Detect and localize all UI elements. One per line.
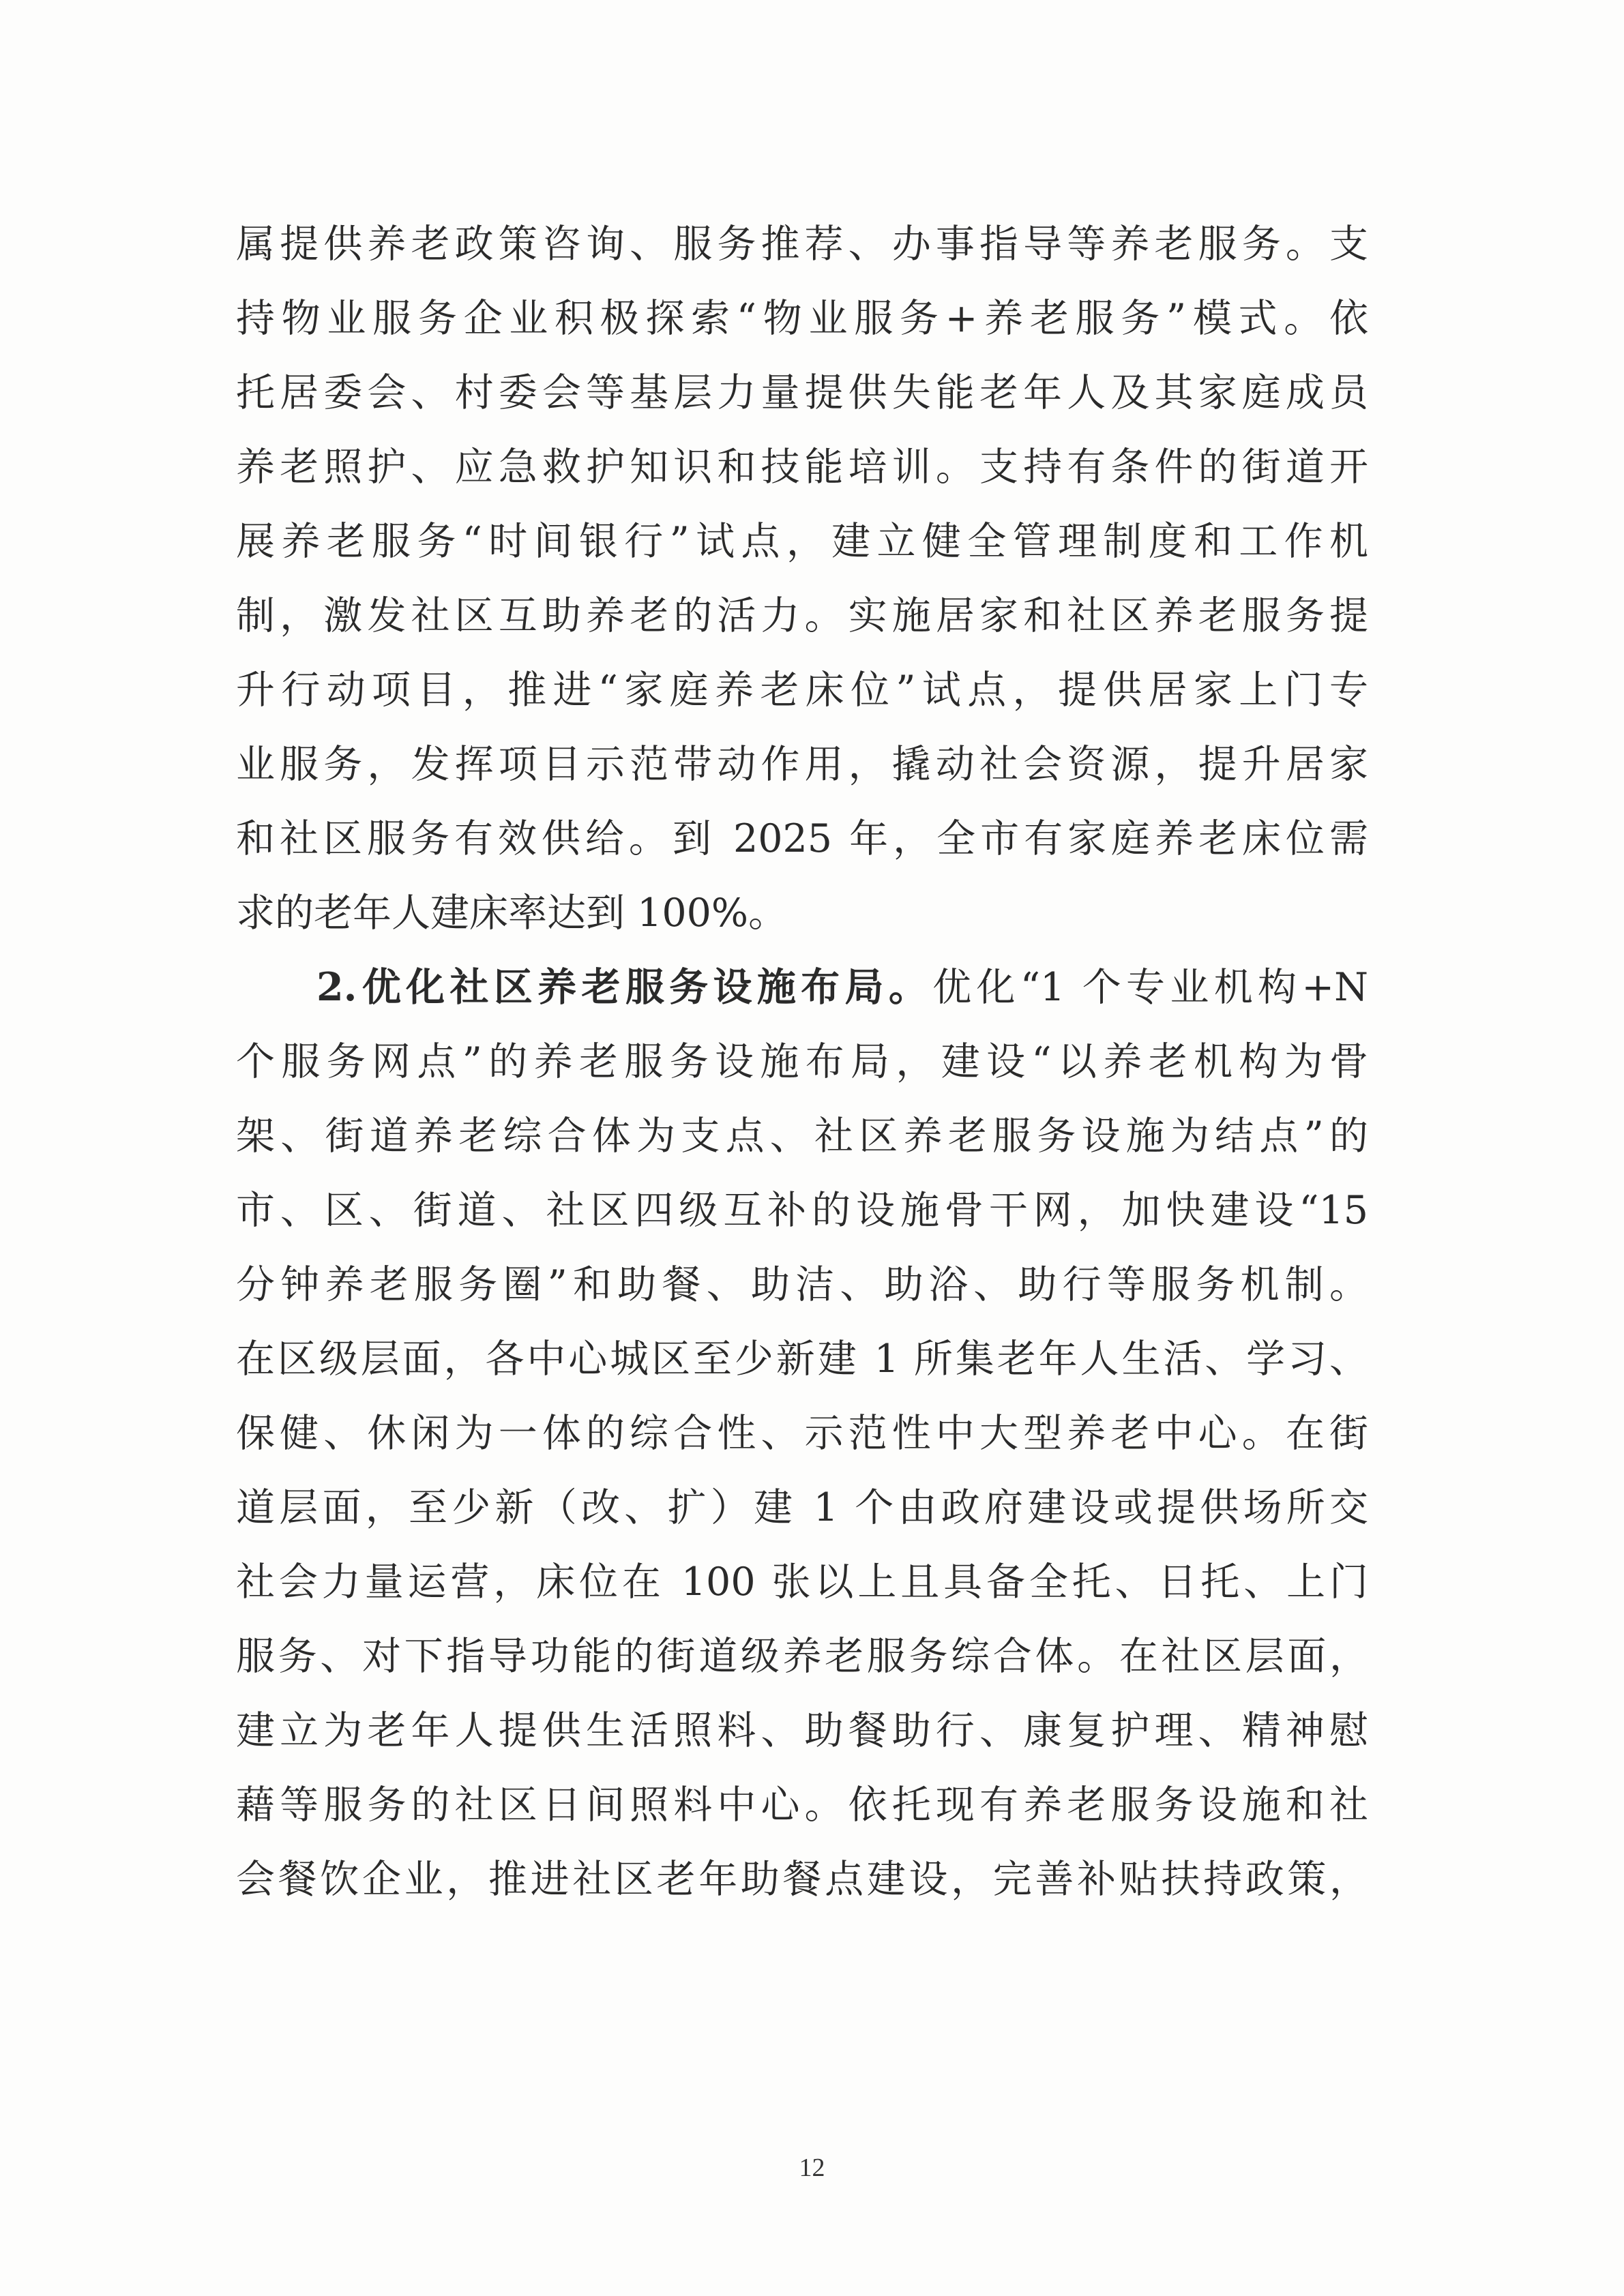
text-line: 和社区服务有效供给。到 2025 年，全市有家庭养老床位需: [236, 816, 1368, 861]
text-line: 市、区、街道、社区四级互补的设施骨干网，加快建设“15: [236, 1188, 1368, 1233]
text-line: 道层面，至少新（改、扩）建 1 个由政府建设或提供场所交: [236, 1485, 1368, 1530]
text-line: 藉等服务的社区日间照料中心。依托现有养老服务设施和社: [236, 1783, 1368, 1828]
text-line: 制，激发社区互助养老的活力。实施居家和社区养老服务提: [236, 593, 1368, 638]
text-line: 在区级层面，各中心城区至少新建 1 所集老年人生活、学习、: [236, 1337, 1368, 1382]
text-line: 托居委会、村委会等基层力量提供失能老年人及其家庭成员: [236, 370, 1368, 415]
text-line: 业服务，发挥项目示范带动作用，撬动社会资源，提升居家: [236, 742, 1368, 787]
section-heading-line: [316, 950, 1368, 1025]
text-line: 会餐饮企业，推进社区老年助餐点建设，完善补贴扶持政策，: [236, 1857, 1368, 1902]
text-line: 保健、休闲为一体的综合性、示范性中大型养老中心。在街: [236, 1411, 1368, 1456]
text-line: 持物业服务企业积极探索“物业服务+养老服务”模式。依: [236, 296, 1368, 341]
text-line: 服务、对下指导功能的街道级养老服务综合体。在社区层面，: [236, 1634, 1368, 1679]
text-line: 社会力量运营，床位在 100 张以上且具备全托、日托、上门: [236, 1560, 1368, 1605]
text-line: 属提供养老政策咨询、服务推荐、办事指导等养老服务。支: [236, 222, 1368, 267]
text-line: 升行动项目，推进“家庭养老床位”试点，提供居家上门专: [236, 668, 1368, 713]
text-line: 养老照护、应急救护知识和技能培训。支持有条件的街道开: [236, 445, 1368, 490]
text-line: 架、街道养老综合体为支点、社区养老服务设施为结点”的: [236, 1114, 1368, 1159]
section-heading: 2.优化社区养老服务设施布局。: [316, 964, 933, 1010]
page-number: 12: [799, 2153, 825, 2182]
text-line: 求的老年人建床率达到 100%。: [236, 891, 788, 936]
text-line: 个服务网点”的养老服务设施布局，建设“以养老机构为骨: [236, 1039, 1368, 1084]
text-line: 分钟养老服务圈”和助餐、助洁、助浴、助行等服务机制。: [236, 1262, 1368, 1307]
text-line: 展养老服务“时间银行”试点，建立健全管理制度和工作机: [236, 519, 1368, 564]
text-line: 建立为老年人提供生活照料、助餐助行、康复护理、精神慰: [236, 1708, 1368, 1753]
heading-line-text: 优化“1 个专业机构+N: [932, 965, 1368, 1010]
